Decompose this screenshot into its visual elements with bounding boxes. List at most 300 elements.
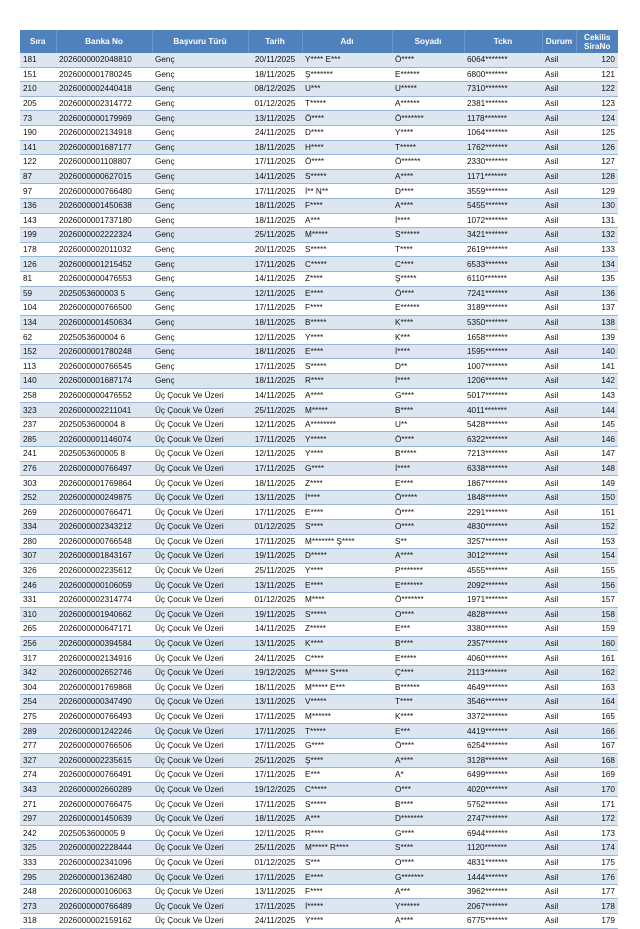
cell-sira: 237 <box>20 417 56 432</box>
cell-soyadi: Ö**** <box>392 432 464 447</box>
column-header-basvuru-turu: Başvuru Türü <box>152 30 248 53</box>
table-row <box>20 96 618 111</box>
cell-soyadi: U***** <box>392 82 464 97</box>
cell-sira: 205 <box>20 96 56 111</box>
cell-adi: C**** <box>302 651 392 666</box>
cell-soyadi: A****** <box>392 96 464 111</box>
cell-banka-no: 2026000001362480 <box>56 870 152 885</box>
table-row <box>20 578 618 593</box>
cell-tarih: 01/12/2025 <box>248 520 302 535</box>
cell-tarih: 14/11/2025 <box>248 388 302 403</box>
column-header-durum: Durum <box>542 30 576 53</box>
cell-banka-no: 2026000001780245 <box>56 67 152 82</box>
cell-durum: Asil <box>542 680 576 695</box>
cell-tckn: 6322******* <box>464 432 542 447</box>
cell-durum: Asil <box>542 563 576 578</box>
cell-sira: 273 <box>20 899 56 914</box>
table-row <box>20 534 618 549</box>
cell-basvuru-turu: Üç Çocuk Ve Üzeri <box>152 461 248 476</box>
cell-tckn: 1120******* <box>464 841 542 856</box>
cell-basvuru-turu: Genç <box>152 374 248 389</box>
cell-adi: D**** <box>302 125 392 140</box>
cell-banka-no: 2026000002314772 <box>56 96 152 111</box>
table-row <box>20 724 618 739</box>
cell-basvuru-turu: Üç Çocuk Ve Üzeri <box>152 417 248 432</box>
table-row <box>20 622 618 637</box>
cell-soyadi: Ö****** <box>392 155 464 170</box>
table-row <box>20 155 618 170</box>
column-header-sira: Sıra <box>20 30 56 53</box>
cell-sira: 143 <box>20 213 56 228</box>
cell-tckn: 2381******* <box>464 96 542 111</box>
cell-basvuru-turu: Üç Çocuk Ve Üzeri <box>152 549 248 564</box>
cell-tckn: 5752******* <box>464 797 542 812</box>
cell-sira: 246 <box>20 578 56 593</box>
table-row <box>20 359 618 374</box>
cell-soyadi: G**** <box>392 826 464 841</box>
cell-sira: 277 <box>20 738 56 753</box>
cell-sira: 258 <box>20 388 56 403</box>
cell-cekilis-sirano: 170 <box>576 782 618 797</box>
cell-soyadi: E****** <box>392 301 464 316</box>
table-row <box>20 592 618 607</box>
table-row <box>20 607 618 622</box>
cell-basvuru-turu: Genç <box>152 344 248 359</box>
cell-sira: 304 <box>20 680 56 695</box>
cell-adi: T***** <box>302 96 392 111</box>
cell-cekilis-sirano: 171 <box>576 797 618 812</box>
cell-tarih: 18/11/2025 <box>248 315 302 330</box>
cell-adi: İ**** <box>302 490 392 505</box>
cell-tarih: 13/11/2025 <box>248 578 302 593</box>
cell-adi: Z***** <box>302 622 392 637</box>
cell-durum: Asil <box>542 301 576 316</box>
cell-sira: 331 <box>20 592 56 607</box>
cell-basvuru-turu: Üç Çocuk Ve Üzeri <box>152 695 248 710</box>
cell-cekilis-sirano: 164 <box>576 695 618 710</box>
cell-basvuru-turu: Genç <box>152 301 248 316</box>
cell-adi: G**** <box>302 738 392 753</box>
cell-durum: Asil <box>542 403 576 418</box>
cell-adi: F**** <box>302 884 392 899</box>
cell-banka-no: 2026000002134918 <box>56 125 152 140</box>
cell-soyadi: B****** <box>392 680 464 695</box>
cell-tckn: 2067******* <box>464 899 542 914</box>
cell-banka-no: 2026000001687174 <box>56 374 152 389</box>
cell-soyadi: K*** <box>392 330 464 345</box>
cell-tarih: 17/11/2025 <box>248 709 302 724</box>
cell-durum: Asil <box>542 461 576 476</box>
cell-cekilis-sirano: 133 <box>576 242 618 257</box>
cell-sira: 333 <box>20 855 56 870</box>
cell-adi: E*** <box>302 768 392 783</box>
cell-adi: C***** <box>302 782 392 797</box>
cell-banka-no: 2026000002134916 <box>56 651 152 666</box>
cell-cekilis-sirano: 151 <box>576 505 618 520</box>
cell-tarih: 12/11/2025 <box>248 417 302 432</box>
cell-cekilis-sirano: 169 <box>576 768 618 783</box>
cell-tckn: 6338******* <box>464 461 542 476</box>
cell-tckn: 1971******* <box>464 592 542 607</box>
cell-banka-no: 2026000002228444 <box>56 841 152 856</box>
table-row <box>20 797 618 812</box>
cell-cekilis-sirano: 152 <box>576 520 618 535</box>
table-row <box>20 665 618 680</box>
cell-sira: 134 <box>20 315 56 330</box>
cell-sira: 140 <box>20 374 56 389</box>
cell-banka-no: 2026000000476553 <box>56 271 152 286</box>
cell-banka-no: 2026000002011032 <box>56 242 152 257</box>
cell-sira: 307 <box>20 549 56 564</box>
cell-tarih: 08/12/2025 <box>248 82 302 97</box>
cell-sira: 334 <box>20 520 56 535</box>
cell-adi: S***** <box>302 169 392 184</box>
cell-banka-no: 2026000002235612 <box>56 563 152 578</box>
cell-tarih: 18/11/2025 <box>248 140 302 155</box>
cell-durum: Asil <box>542 388 576 403</box>
column-header-tarih: Tarih <box>248 30 302 53</box>
cell-durum: Asil <box>542 695 576 710</box>
cell-adi: A******** <box>302 417 392 432</box>
cell-cekilis-sirano: 125 <box>576 125 618 140</box>
cell-sira: 242 <box>20 826 56 841</box>
cell-durum: Asil <box>542 534 576 549</box>
cell-banka-no: 2025053600003 5 <box>56 286 152 301</box>
cell-tarih: 18/11/2025 <box>248 344 302 359</box>
cell-soyadi: Ö***** <box>392 490 464 505</box>
cell-tckn: 6533******* <box>464 257 542 272</box>
cell-adi: M****** <box>302 709 392 724</box>
table-header <box>20 30 618 53</box>
cell-banka-no: 2025053600004 8 <box>56 417 152 432</box>
cell-banka-no: 2026000002211041 <box>56 403 152 418</box>
table-row <box>20 476 618 491</box>
cell-tckn: 2357******* <box>464 636 542 651</box>
cell-sira: 310 <box>20 607 56 622</box>
cell-soyadi: A*** <box>392 884 464 899</box>
cell-sira: 126 <box>20 257 56 272</box>
cell-tckn: 3012******* <box>464 549 542 564</box>
table-row <box>20 651 618 666</box>
cell-basvuru-turu: Üç Çocuk Ve Üzeri <box>152 914 248 929</box>
cell-basvuru-turu: Üç Çocuk Ve Üzeri <box>152 388 248 403</box>
cell-soyadi: A* <box>392 768 464 783</box>
cell-durum: Asil <box>542 914 576 929</box>
table-row <box>20 67 618 82</box>
cell-banka-no: 2026000002341096 <box>56 855 152 870</box>
cell-tckn: 1206******* <box>464 374 542 389</box>
cell-sira: 271 <box>20 797 56 812</box>
cell-banka-no: 2026000000766480 <box>56 184 152 199</box>
cell-tckn: 2330******* <box>464 155 542 170</box>
cell-soyadi: K**** <box>392 315 464 330</box>
cell-tarih: 13/11/2025 <box>248 111 302 126</box>
table-row <box>20 899 618 914</box>
cell-sira: 275 <box>20 709 56 724</box>
cell-banka-no: 2026000000766471 <box>56 505 152 520</box>
table-row <box>20 870 618 885</box>
cell-durum: Asil <box>542 169 576 184</box>
cell-cekilis-sirano: 126 <box>576 140 618 155</box>
cell-durum: Asil <box>542 826 576 841</box>
cell-tarih: 01/12/2025 <box>248 96 302 111</box>
cell-cekilis-sirano: 137 <box>576 301 618 316</box>
cell-tckn: 2619******* <box>464 242 542 257</box>
cell-durum: Asil <box>542 782 576 797</box>
cell-tckn: 2747******* <box>464 811 542 826</box>
cell-banka-no: 2026000000766545 <box>56 359 152 374</box>
cell-tarih: 17/11/2025 <box>248 724 302 739</box>
cell-tckn: 3962******* <box>464 884 542 899</box>
cell-durum: Asil <box>542 578 576 593</box>
cell-tarih: 18/11/2025 <box>248 476 302 491</box>
cell-tckn: 4555******* <box>464 563 542 578</box>
table-row <box>20 520 618 535</box>
cell-banka-no: 2026000001769868 <box>56 680 152 695</box>
cell-adi: G**** <box>302 461 392 476</box>
cell-cekilis-sirano: 143 <box>576 388 618 403</box>
cell-durum: Asil <box>542 738 576 753</box>
cell-tarih: 14/11/2025 <box>248 169 302 184</box>
cell-tckn: 1171******* <box>464 169 542 184</box>
cell-tckn: 6064******* <box>464 53 542 67</box>
cell-soyadi: Ö******* <box>392 111 464 126</box>
cell-adi: E**** <box>302 505 392 520</box>
cell-banka-no: 2026000002660289 <box>56 782 152 797</box>
cell-cekilis-sirano: 122 <box>576 82 618 97</box>
cell-durum: Asil <box>542 286 576 301</box>
cell-tckn: 6254******* <box>464 738 542 753</box>
cell-cekilis-sirano: 156 <box>576 578 618 593</box>
cell-tarih: 17/11/2025 <box>248 899 302 914</box>
cell-adi: Y**** E*** <box>302 53 392 67</box>
cell-tarih: 17/11/2025 <box>248 257 302 272</box>
cell-soyadi: B**** <box>392 636 464 651</box>
cell-durum: Asil <box>542 884 576 899</box>
cell-tarih: 25/11/2025 <box>248 403 302 418</box>
cell-sira: 317 <box>20 651 56 666</box>
cell-tckn: 3546******* <box>464 695 542 710</box>
table-row <box>20 53 618 67</box>
cell-adi: M******* Ş**** <box>302 534 392 549</box>
cell-adi: M***** <box>302 228 392 243</box>
cell-tarih: 17/11/2025 <box>248 870 302 885</box>
cell-sira: 254 <box>20 695 56 710</box>
cell-basvuru-turu: Genç <box>152 198 248 213</box>
cell-tckn: 4011******* <box>464 403 542 418</box>
cell-tckn: 5455******* <box>464 198 542 213</box>
cell-cekilis-sirano: 163 <box>576 680 618 695</box>
cell-cekilis-sirano: 150 <box>576 490 618 505</box>
cell-sira: 59 <box>20 286 56 301</box>
table-row <box>20 680 618 695</box>
cell-soyadi: B**** <box>392 797 464 812</box>
cell-banka-no: 2026000001146074 <box>56 432 152 447</box>
cell-adi: R**** <box>302 374 392 389</box>
cell-tckn: 5350******* <box>464 315 542 330</box>
cell-soyadi: A**** <box>392 169 464 184</box>
cell-tckn: 3257******* <box>464 534 542 549</box>
cell-tarih: 25/11/2025 <box>248 563 302 578</box>
cell-sira: 122 <box>20 155 56 170</box>
cell-adi: H**** <box>302 140 392 155</box>
cell-soyadi: P******* <box>392 563 464 578</box>
column-header-banka-no: Banka No <box>56 30 152 53</box>
cell-cekilis-sirano: 136 <box>576 286 618 301</box>
cell-cekilis-sirano: 142 <box>576 374 618 389</box>
cell-basvuru-turu: Üç Çocuk Ve Üzeri <box>152 534 248 549</box>
cell-basvuru-turu: Üç Çocuk Ve Üzeri <box>152 826 248 841</box>
cell-durum: Asil <box>542 140 576 155</box>
cell-adi: Ö**** <box>302 155 392 170</box>
cell-tarih: 17/11/2025 <box>248 505 302 520</box>
cell-banka-no: 2026000000249875 <box>56 490 152 505</box>
cell-tarih: 17/11/2025 <box>248 461 302 476</box>
cell-soyadi: Ö******* <box>392 592 464 607</box>
cell-tckn: 6800******* <box>464 67 542 82</box>
cell-basvuru-turu: Üç Çocuk Ve Üzeri <box>152 855 248 870</box>
cell-durum: Asil <box>542 870 576 885</box>
cell-durum: Asil <box>542 651 576 666</box>
cell-tarih: 12/11/2025 <box>248 826 302 841</box>
cell-durum: Asil <box>542 797 576 812</box>
cell-soyadi: S** <box>392 534 464 549</box>
cell-soyadi: E*** <box>392 724 464 739</box>
table-row <box>20 315 618 330</box>
cell-basvuru-turu: Genç <box>152 82 248 97</box>
cell-soyadi: E**** <box>392 476 464 491</box>
header-row <box>20 30 618 53</box>
cell-cekilis-sirano: 165 <box>576 709 618 724</box>
cell-basvuru-turu: Üç Çocuk Ve Üzeri <box>152 738 248 753</box>
cell-tarih: 01/12/2025 <box>248 592 302 607</box>
cell-banka-no: 2026000002314774 <box>56 592 152 607</box>
cell-soyadi: İ**** <box>392 374 464 389</box>
cell-banka-no: 2026000001450638 <box>56 198 152 213</box>
table-row <box>20 709 618 724</box>
cell-adi: A**** <box>302 388 392 403</box>
cell-banka-no: 2026000000647171 <box>56 622 152 637</box>
cell-banka-no: 2026000000766506 <box>56 738 152 753</box>
cell-soyadi: A**** <box>392 198 464 213</box>
table-row <box>20 636 618 651</box>
cell-sira: 276 <box>20 461 56 476</box>
cell-adi: S*** <box>302 855 392 870</box>
cell-sira: 248 <box>20 884 56 899</box>
cell-cekilis-sirano: 140 <box>576 344 618 359</box>
cell-adi: C***** <box>302 257 392 272</box>
cell-tckn: 7241******* <box>464 286 542 301</box>
cell-sira: 325 <box>20 841 56 856</box>
table-row <box>20 505 618 520</box>
cell-basvuru-turu: Üç Çocuk Ve Üzeri <box>152 811 248 826</box>
cell-tarih: 19/12/2025 <box>248 782 302 797</box>
cell-sira: 280 <box>20 534 56 549</box>
cell-cekilis-sirano: 179 <box>576 914 618 929</box>
cell-cekilis-sirano: 120 <box>576 53 618 67</box>
table-row <box>20 695 618 710</box>
cell-banka-no: 2026000002048810 <box>56 53 152 67</box>
cell-tarih: 12/11/2025 <box>248 286 302 301</box>
cell-adi: M***** <box>302 403 392 418</box>
cell-soyadi: E***** <box>392 651 464 666</box>
cell-basvuru-turu: Genç <box>152 228 248 243</box>
cell-basvuru-turu: Üç Çocuk Ve Üzeri <box>152 768 248 783</box>
cell-soyadi: O*** <box>392 782 464 797</box>
cell-adi: Z**** <box>302 271 392 286</box>
cell-basvuru-turu: Üç Çocuk Ve Üzeri <box>152 636 248 651</box>
cell-basvuru-turu: Üç Çocuk Ve Üzeri <box>152 709 248 724</box>
cell-durum: Asil <box>542 636 576 651</box>
cell-durum: Asil <box>542 753 576 768</box>
cell-cekilis-sirano: 145 <box>576 417 618 432</box>
cell-adi: D***** <box>302 549 392 564</box>
cell-soyadi: U** <box>392 417 464 432</box>
cell-cekilis-sirano: 172 <box>576 811 618 826</box>
cell-tckn: 4419******* <box>464 724 542 739</box>
cell-cekilis-sirano: 141 <box>576 359 618 374</box>
cell-cekilis-sirano: 139 <box>576 330 618 345</box>
cell-banka-no: 2026000000766475 <box>56 797 152 812</box>
cell-cekilis-sirano: 157 <box>576 592 618 607</box>
table-row <box>20 738 618 753</box>
cell-durum: Asil <box>542 476 576 491</box>
cell-soyadi: D**** <box>392 184 464 199</box>
table-row <box>20 855 618 870</box>
cell-tarih: 17/11/2025 <box>248 184 302 199</box>
cell-durum: Asil <box>542 709 576 724</box>
cell-durum: Asil <box>542 330 576 345</box>
cell-durum: Asil <box>542 855 576 870</box>
cell-soyadi: İ**** <box>392 344 464 359</box>
table-row <box>20 447 618 462</box>
cell-durum: Asil <box>542 607 576 622</box>
table-row <box>20 125 618 140</box>
cell-cekilis-sirano: 174 <box>576 841 618 856</box>
cell-banka-no: 2025053600005 9 <box>56 826 152 841</box>
cell-cekilis-sirano: 146 <box>576 432 618 447</box>
cell-adi: T***** <box>302 724 392 739</box>
table-body <box>20 53 618 928</box>
cell-sira: 252 <box>20 490 56 505</box>
table-row <box>20 374 618 389</box>
cell-basvuru-turu: Genç <box>152 271 248 286</box>
cell-tckn: 4020******* <box>464 782 542 797</box>
table-row <box>20 344 618 359</box>
cell-sira: 152 <box>20 344 56 359</box>
cell-tckn: 5017******* <box>464 388 542 403</box>
cell-durum: Asil <box>542 622 576 637</box>
cell-banka-no: 2026000000766489 <box>56 899 152 914</box>
cell-basvuru-turu: Genç <box>152 125 248 140</box>
cell-soyadi: K**** <box>392 709 464 724</box>
cell-adi: S***** <box>302 359 392 374</box>
cell-tckn: 7213******* <box>464 447 542 462</box>
cell-tckn: 5428******* <box>464 417 542 432</box>
cell-durum: Asil <box>542 184 576 199</box>
cell-basvuru-turu: Genç <box>152 315 248 330</box>
cell-tarih: 20/11/2025 <box>248 53 302 67</box>
cell-basvuru-turu: Üç Çocuk Ve Üzeri <box>152 680 248 695</box>
cell-basvuru-turu: Genç <box>152 140 248 155</box>
cell-cekilis-sirano: 167 <box>576 738 618 753</box>
cell-adi: M***** R**** <box>302 841 392 856</box>
cell-tarih: 14/11/2025 <box>248 271 302 286</box>
cell-sira: 104 <box>20 301 56 316</box>
cell-basvuru-turu: Üç Çocuk Ve Üzeri <box>152 797 248 812</box>
cell-cekilis-sirano: 155 <box>576 563 618 578</box>
cell-sira: 73 <box>20 111 56 126</box>
